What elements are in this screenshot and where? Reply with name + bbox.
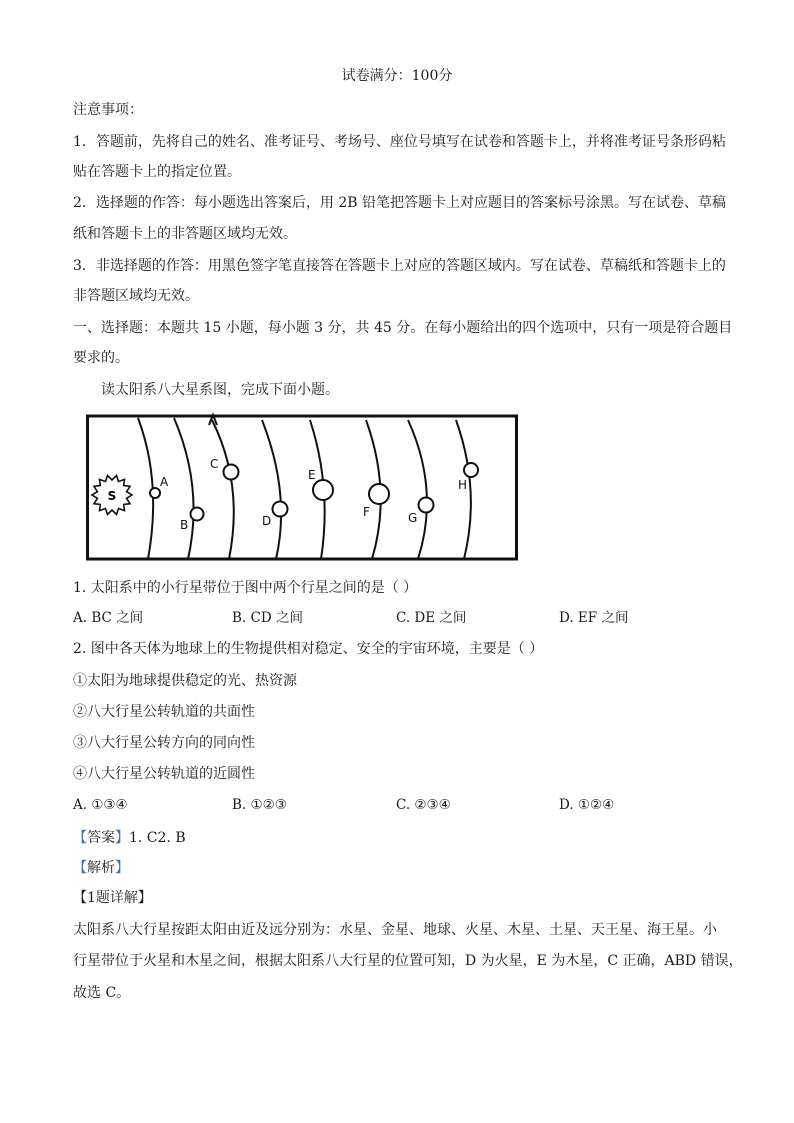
- analysis-bracket-close: 】: [115, 860, 129, 876]
- planet-c: [224, 465, 239, 480]
- analysis-heading: [73, 858, 129, 878]
- note-2-line-1: 2．选择题的作答：每小题选出答案后，用 2B 铅笔把答题卡上对应题目的答案标号涂黑。写在试卷、草稿: [73, 195, 727, 211]
- orbit-g: [408, 420, 427, 559]
- answer-label: 答案: [87, 830, 115, 846]
- analysis-paragraph-line-3: 故选 C。: [73, 985, 131, 1001]
- planet-label-c: C: [210, 457, 219, 471]
- sun-icon: [92, 476, 132, 515]
- q2-statement-4: ④八大行星公转轨道的近圆性: [73, 766, 255, 782]
- note-3-line-1: 3．非选择题的作答：用黑色签字笔直接答在答题卡上对应的答题区域内。写在试卷、草稿纸和答题卡上的: [73, 258, 726, 274]
- planet-f: [369, 484, 389, 504]
- section-heading-line-1: 一、选择题：本题共 15 小题，每小题 3 分，共 45 分。在每小题给出的四个选项中，只有一项是符合题目: [73, 320, 733, 336]
- planet-a: [150, 488, 160, 498]
- planet-e: [313, 480, 333, 500]
- answer-bracket-open: 【: [73, 830, 87, 846]
- orbit-d: [262, 420, 281, 559]
- question-1-stem: 1. 太阳系中的小行星带位于图中两个行星之间的是（ ）: [73, 580, 418, 596]
- note-1-line-2: 贴在答题卡上的指定位置。: [73, 164, 241, 180]
- q1-option-b[interactable]: B. CD 之间: [232, 610, 303, 626]
- planet-label-e: E: [308, 468, 316, 482]
- material-intro: 读太阳系八大星系图，完成下面小题。: [101, 382, 339, 398]
- page-title: 试卷满分：100分: [341, 68, 453, 84]
- q2-statement-3: ③八大行星公转方向的同向性: [73, 735, 255, 751]
- planet-label-b: B: [180, 518, 189, 532]
- note-1-line-1: 1．答题前，先将自己的姓名、准考证号、考场号、座位号填写在试卷和答题卡上，并将准考证号条形码粘: [73, 134, 726, 150]
- planet-label-f: F: [363, 505, 370, 519]
- answer-line: [73, 828, 186, 848]
- planet-h: [464, 463, 478, 477]
- analysis-bracket-open: 【: [73, 860, 87, 876]
- q2-option-b[interactable]: B. ①②③: [232, 797, 287, 813]
- planet-label-d: D: [262, 514, 272, 528]
- q1-option-a[interactable]: A. BC 之间: [73, 610, 144, 626]
- q2-statement-1: ①太阳为地球提供稳定的光、热资源: [73, 673, 297, 689]
- planet-label-g: G: [408, 511, 418, 525]
- q1-option-c[interactable]: C. DE 之间: [396, 610, 467, 626]
- q2-option-c[interactable]: C. ②③④: [396, 797, 451, 813]
- planet-label-h: H: [458, 478, 468, 492]
- planet-d: [273, 502, 288, 517]
- sun-label: S: [107, 489, 117, 503]
- q2-statement-2: ②八大行星公转轨道的共面性: [73, 704, 255, 720]
- note-2-line-2: 纸和答题卡上的非答题区域均无效。: [73, 226, 297, 242]
- notes-heading: 注意事项：: [73, 102, 143, 118]
- answer-bracket-close: 】: [115, 830, 129, 846]
- orbit-b: [174, 418, 194, 559]
- question-2-stem: 2. 图中各天体为地球上的生物提供相对稳定、安全的宇宙环境，主要是（ ）: [73, 641, 544, 657]
- analysis-subheading: 【1题详解】: [73, 890, 152, 906]
- answer-text: 1. C2. B: [129, 830, 186, 846]
- q1-option-d[interactable]: D. EF 之间: [559, 610, 629, 626]
- planet-label-a: A: [160, 475, 169, 489]
- analysis-paragraph-line-2: 行星带位于火星和木星之间，根据太阳系八大行星的位置可知，D 为火星，E 为木星，C 正确，ABD 错误，: [73, 953, 743, 969]
- section-heading-line-2: 要求的。: [73, 350, 129, 366]
- orbit-c: [212, 420, 234, 559]
- q2-option-a[interactable]: A. ①③④: [73, 797, 128, 813]
- orbit-a: [138, 418, 153, 559]
- planet-b: [191, 508, 204, 521]
- solar-system-diagram: [86, 412, 518, 562]
- analysis-label: 解析: [87, 860, 115, 876]
- planet-g: [419, 498, 434, 513]
- note-3-line-2: 非答题区域均无效。: [73, 288, 199, 304]
- q2-option-d[interactable]: D. ①②④: [559, 797, 615, 813]
- analysis-paragraph-line-1: 太阳系八大行星按距太阳由近及远分别为：水星、金星、地球、火星、木星、土星、天王星、海王星。小: [73, 922, 717, 938]
